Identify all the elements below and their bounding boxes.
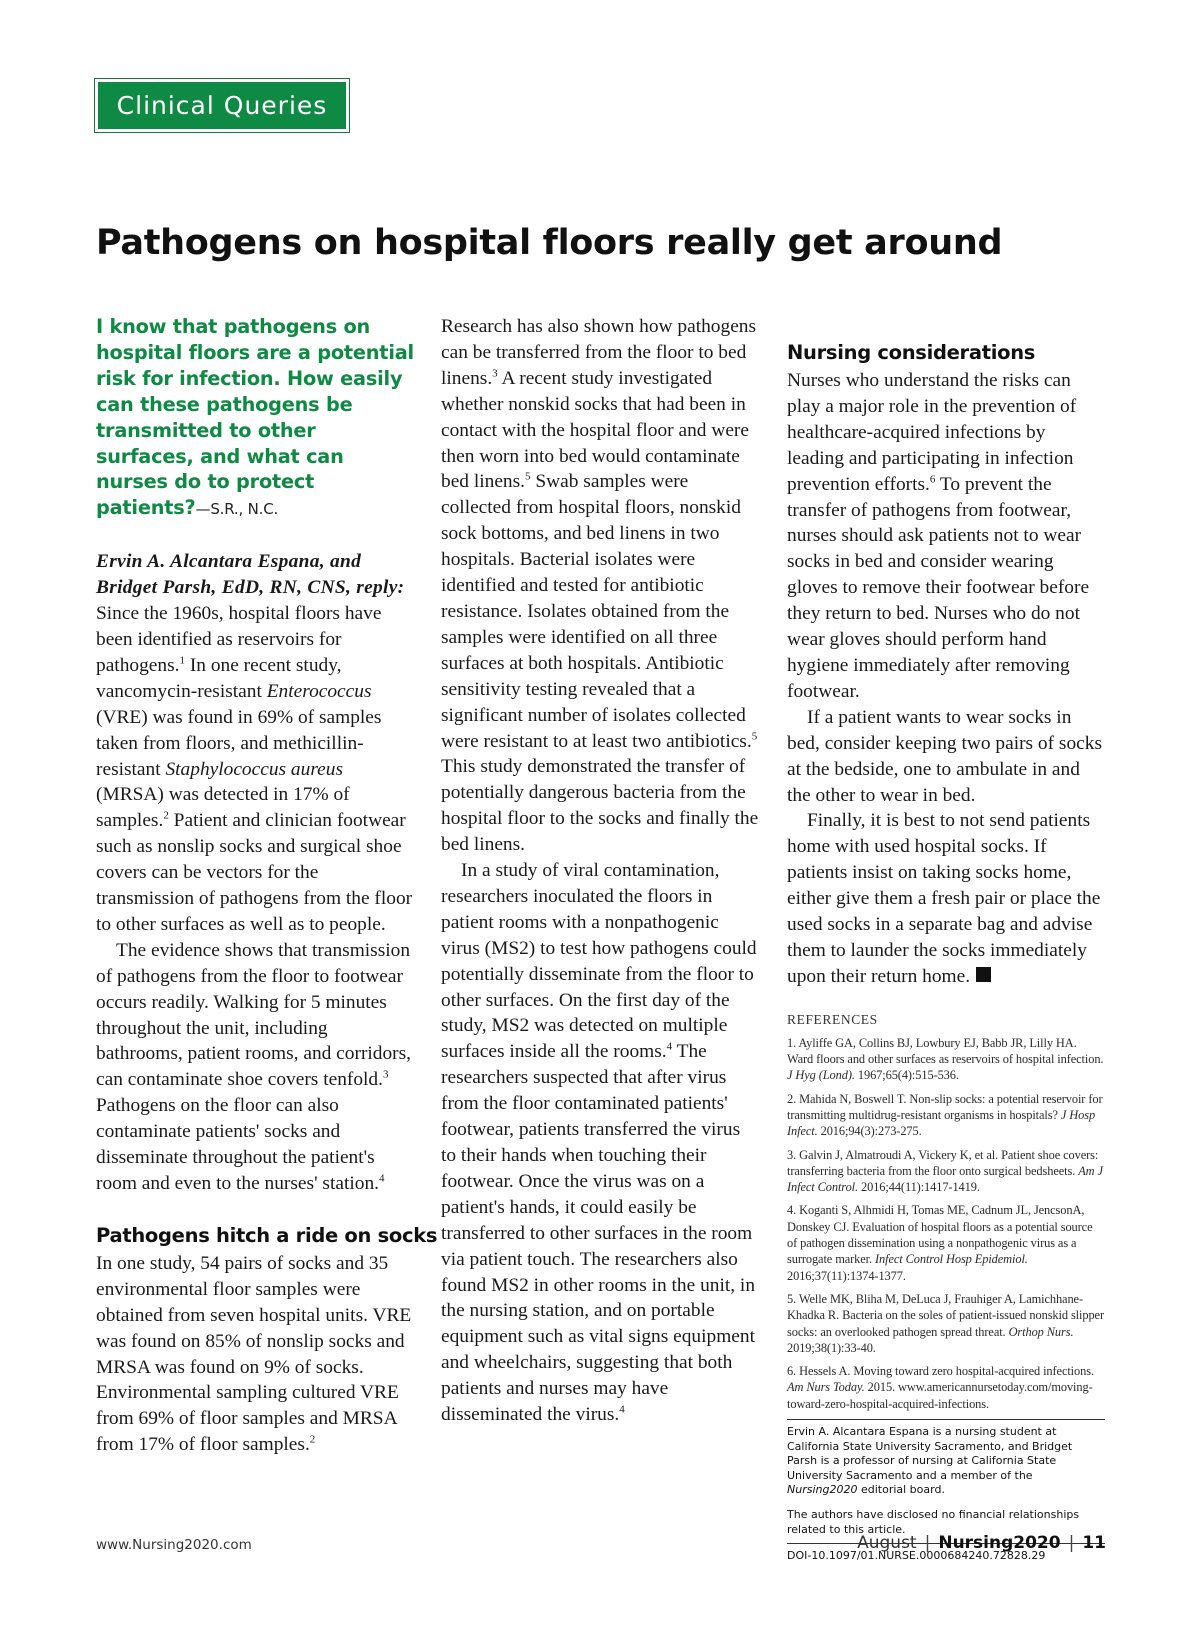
footer-magazine: Nursing2020 <box>938 1533 1061 1553</box>
footer-website: www.Nursing2020.com <box>96 1537 252 1553</box>
subheading-nursing: Nursing considerations <box>787 341 1036 364</box>
question-text: I know that pathogens on hospital floors are a potential risk for infection. How easily can these pathogens be transmitted to other surfaces, and what can nurses do to protect patients? <box>96 315 414 520</box>
end-mark-icon <box>976 967 991 982</box>
citation: 2 <box>309 1433 316 1446</box>
page-number: 11 <box>1082 1533 1106 1553</box>
answer-paragraph-1: Ervin A. Alcantara Espana, and Bridget Parsh, EdD, RN, CNS, reply: Since the 1960s, hospital floors have been identified as reservoirs for pathogens.$^1$ In one recent study, vancomycin-resistant Enterococcus (VRE) was found in 69% of samples taken from floors, and methicillin-resistant Staphylococcus aureus (MRSA) was detected in 17% of samples.$^2$ Patient and clinician footwear such as nonslip socks and surgical shoe covers can be vectors for the transmission of pathogens from the floor to other surfaces as well as to people. <box>96 551 413 935</box>
answer-paragraph-4-continued: Research has also shown how pathogens can be transferred from the floor to bed linens.$^3$ A recent study investigated whether nonskid socks that had been in contact with the hospital floor and were then worn into bed would contaminate bed linens.$^5$ Swab samples were collected from hospital floors, nonskid sock bottoms, and bed linens in two hospitals. Bacterial isolates were identified and tested for antibiotic resistance. Isolates obtained from the samples were identified on all three surfaces at both hospitals. Antibiotic sensitivity testing revealed that a significant number of isolates collected were resistant to at least two antibiotics.$^5$ This study demonstrated the transfer of potentially dangerous bacteria from the hospital floor to the socks and finally the bed linens. <box>441 316 759 856</box>
citation: 5 <box>751 730 758 743</box>
reference-item: 1. Ayliffe GA, Collins BJ, Lowbury EJ, Babb JR, Lilly HA. Ward floors and other surfaces as reservoirs of hospital infection. J Hyg (Lond). 1967;65(4):515-536. <box>787 1035 1104 1083</box>
reference-item: 3. Galvin J, Almatroudi A, Vickery K, et al. Patient shoe covers: transferring bacteria from the floor onto surgical bedsheets. Am J Infect Control. 2016;44(11):1417-1419. <box>787 1147 1103 1195</box>
answer-paragraph-6-continued: Nurses who understand the risks can play a major role in the prevention of healthcare-acquired infections by leading and participating in infection prevention efforts.$^6$ To prevent the transfer of pathogens from footwear, nurses should ask patients not to wear socks in bed and consider wearing gloves to remove their footwear before they return to bed. Nurses who do not wear gloves should perform hand hygiene immediately after removing footwear. <box>787 370 1090 702</box>
citation: 3 <box>382 1068 389 1081</box>
answer-paragraph-2: The evidence shows that transmission of pathogens from the floor to footwear occurs readily. Walking for 5 minutes throughout the unit, including bathrooms, patient rooms, and corridors, can contaminate shoe covers tenfold.$^3$ Pathogens on the floor can also contaminate patients' socks and disseminate throughout the patient's room and even to the nurses' station.$^4$ <box>96 939 412 1194</box>
reference-item: 4. Koganti S, Alhmidi H, Tomas ME, Cadnum JL, JencsonA, Donskey CJ. Evaluation of hospital floors as a potential source of pathogen dissemination using a nonpathogenic virus as a surrogate marker. Infect Control Hosp Epidemiol. 2016;37(11):1374-1377. <box>787 1203 1093 1283</box>
citation: 4 <box>619 1403 625 1416</box>
footer-separator: | <box>924 1533 931 1553</box>
footer-month: August <box>857 1533 917 1553</box>
column-1 <box>96 314 438 1458</box>
reference-item: 6. Hessels A. Moving toward zero hospital-acquired infections. Am Nurs Today. 2015. www.americannursetoday.com/moving-toward-zero-hospital-acquired-infections. <box>787 1364 1094 1411</box>
question-attribution: —S.R., N.C. <box>195 500 279 519</box>
references <box>787 1012 1105 1412</box>
references-heading: REFERENCES <box>787 1011 878 1027</box>
citation: 4 <box>378 1172 385 1185</box>
footer-separator: | <box>1068 1533 1075 1553</box>
citation: 6 <box>929 473 936 486</box>
reference-item: 2. Mahida N, Boswell T. Non-slip socks: a potential reservoir for transmitting multidrug-resistant organisms in hospitals? J Hosp Infect. 2016;94(3):273-275. <box>787 1091 1103 1139</box>
citation: 2 <box>163 809 169 822</box>
footer-folio <box>857 1533 1106 1553</box>
doi: DOI-10.1097/01.NURSE.0000684240.72828.29 <box>787 1543 1105 1562</box>
answer-paragraph-7: If a patient wants to wear socks in bed, consider keeping two pairs of socks at the bedside, one to ambulate in and the other to wear in bed. <box>787 706 1103 806</box>
disclosure: The authors have disclosed no financial relationships related to this article. <box>787 1507 1080 1536</box>
citation: 5 <box>525 470 531 483</box>
author-bio: Ervin A. Alcantara Espana is a nursing student at California State University Sacramento, and Bridget Parsh is a professor of nursing at California State University Sacramento and a member of the Nursing2020 editorial board. <box>787 1419 1105 1498</box>
answer-paragraph-3: In one study, 54 pairs of socks and 35 environmental floor samples were obtained from seven hospital units. VRE was found on 85% of nonslip socks and MRSA was found on 9% of socks. Environmental sampling cultured VRE from 69% of floor samples and MRSA from 17% of floor samples.$^2$ <box>96 1252 412 1456</box>
column-2 <box>441 314 760 1428</box>
answer-paragraph-8: Finally, it is best to not send patients home with used hospital socks. If patients insist on taking socks home, either give them a fresh pair or place the used socks in a separate bag and advise them to launder the socks immediately upon their return home. <box>787 810 1101 987</box>
section-label: Clinical Queries <box>98 82 346 129</box>
citation: 4 <box>666 1040 673 1053</box>
reference-item: 5. Welle MK, Bliha M, DeLuca J, Frauhiger A, Lamichhane-Khadka R. Bacteria on the soles of patient-issued nonskid slipper socks: an overlooked pathogen spread threat. Orthop Nurs. 2019;38(1):33-40. <box>787 1291 1104 1355</box>
answer-byline: Ervin A. Alcantara Espana, and Bridget Parsh, EdD, RN, CNS, reply: <box>96 551 405 599</box>
citation: 3 <box>492 367 498 380</box>
answer-paragraph-5: In a study of viral contamination, researchers inoculated the floors in patient rooms with a nonpathogenic virus (MS2) to test how pathogens could potentially disseminate from the floor to other surfaces. On the first day of the study, MS2 was detected on multiple surfaces inside all the rooms.$^4$ The researchers suspected that after virus from the floor contaminated patients' footwear, patients transferred the virus to their hands when touching their footwear. Once the virus was on a patient's hands, it could easily be transferred to other surfaces in the room via patient touch. The researchers also found MS2 in other rooms in the unit, in the nursing station, and on portable equipment such as vital signs equipment and wheelchairs, suggesting that both patients and nurses may have disseminated the virus.$^4$ <box>441 860 757 1426</box>
subheading-socks: Pathogens hitch a ride on socks <box>96 1223 438 1247</box>
column-3 <box>787 314 1105 1562</box>
article-title: Pathogens on hospital floors really get around <box>96 223 1003 263</box>
citation: 1 <box>179 654 185 667</box>
section-badge <box>94 78 350 133</box>
reader-question <box>96 314 414 523</box>
